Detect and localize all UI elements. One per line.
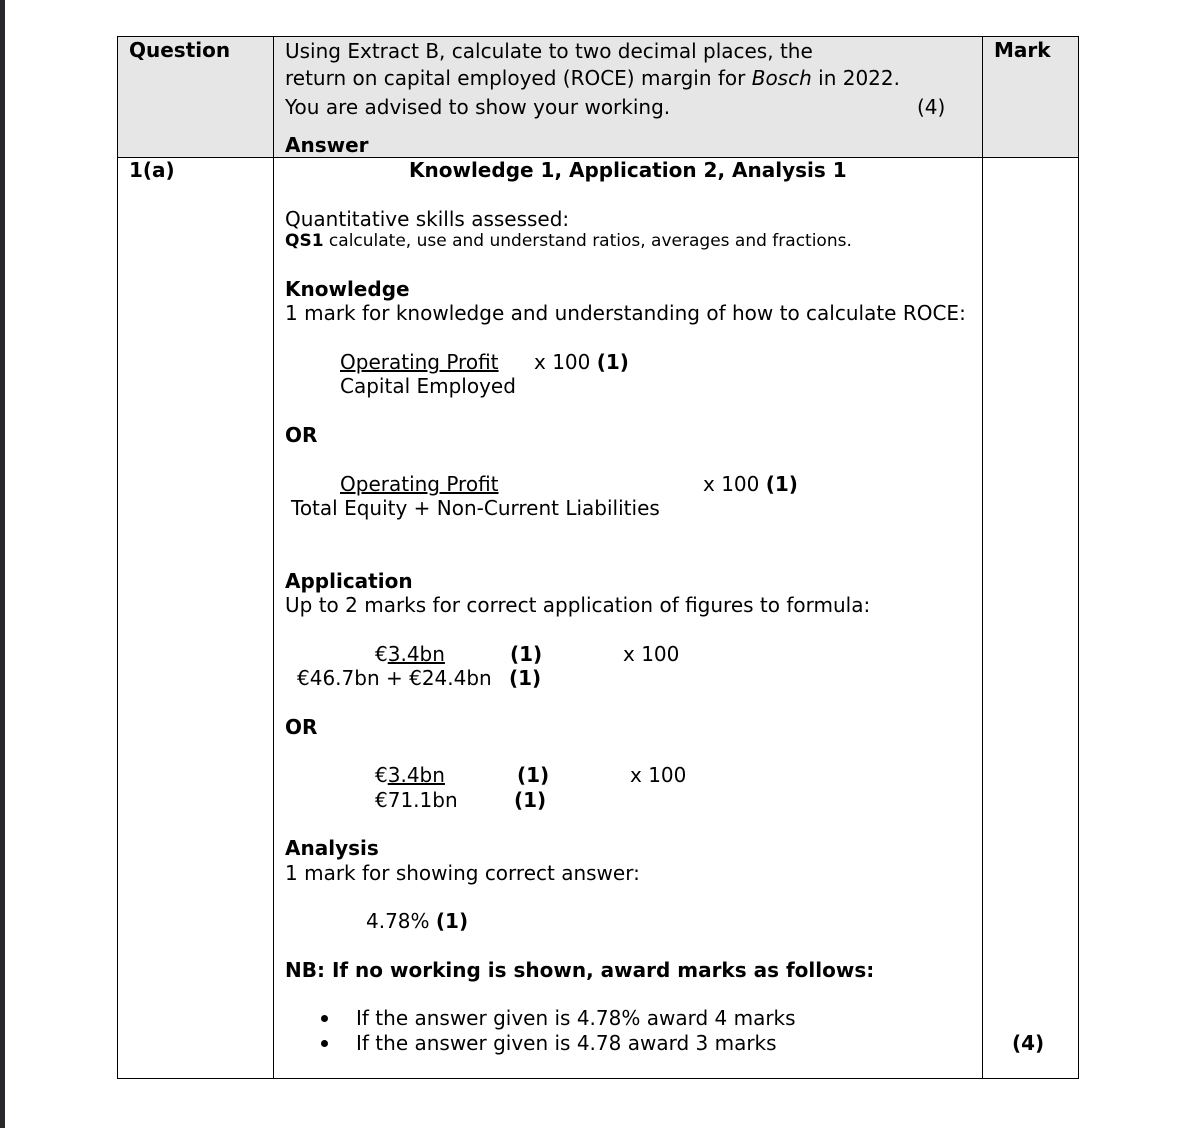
analysis-text: 1 mark for showing correct answer: [285, 861, 640, 885]
currency: € [375, 763, 388, 787]
bullet-item: If the answer given is 4.78% award 4 marks [356, 1006, 796, 1030]
text: x 100 [703, 472, 766, 496]
application2-numerator [375, 763, 445, 787]
question-number: 1(a) [129, 158, 175, 182]
formula1-numerator: Operating Profit [340, 350, 499, 374]
text: x 100 [534, 350, 597, 374]
qs-code: QS1 [285, 231, 324, 251]
answer-value [366, 909, 468, 933]
formula2-numerator: Operating Profit [340, 472, 499, 496]
formula1-denominator: Capital Employed [340, 374, 516, 398]
mark-scheme-table [117, 36, 1079, 1079]
mark: (1) [435, 909, 469, 933]
knowledge-title: Knowledge [285, 277, 410, 301]
analysis-title: Analysis [285, 836, 379, 860]
company-name: Bosch [751, 66, 812, 90]
text: in 2022. [811, 66, 900, 90]
mark: (1) [510, 642, 543, 666]
mark: (1) [596, 350, 629, 374]
bullet-icon [321, 1015, 328, 1022]
multiplier: x 100 [623, 642, 680, 666]
mark: (1) [765, 472, 798, 496]
mark: (1) [517, 763, 550, 787]
column-divider [982, 37, 983, 1078]
text: 4.78% [366, 909, 436, 933]
bullet-icon [321, 1040, 328, 1047]
qs-text: calculate, use and understand ratios, averages and fractions. [323, 231, 852, 251]
window-edge [0, 0, 5, 1128]
skills-heading: Knowledge 1, Application 2, Analysis 1 [409, 158, 847, 182]
answer-header: Answer [285, 133, 369, 157]
text: return on capital employed (ROCE) margin for [285, 66, 752, 90]
bullet-item: If the answer given is 4.78 award 3 marks [356, 1031, 777, 1055]
or-label: OR [285, 715, 318, 739]
formula1-multiplier [534, 350, 629, 374]
prompt-line-2 [285, 66, 900, 90]
prompt-marks: (4) [917, 95, 946, 119]
mark-header: Mark [994, 38, 1051, 62]
total-mark: (4) [1012, 1031, 1045, 1055]
mark: (1) [509, 666, 542, 690]
application-text: Up to 2 marks for correct application of figures to formula: [285, 593, 871, 617]
application1-denominator: €46.7bn + €24.4bn [297, 666, 492, 690]
application-title: Application [285, 569, 413, 593]
qs-intro: Quantitative skills assessed: [285, 207, 570, 231]
value: 3.4bn [387, 642, 445, 666]
application1-numerator [375, 642, 445, 666]
formula2-multiplier [703, 472, 798, 496]
prompt-line-3: You are advised to show your working. [285, 95, 671, 119]
nb-note: NB: If no working is shown, award marks as follows: [285, 958, 875, 982]
knowledge-text: 1 mark for knowledge and understanding of how to calculate ROCE: [285, 301, 966, 325]
value: 3.4bn [387, 763, 445, 787]
formula2-denominator: Total Equity + Non-Current Liabilities [291, 496, 660, 520]
column-divider [273, 37, 274, 1078]
multiplier: x 100 [630, 763, 687, 787]
qs-line [285, 229, 852, 253]
question-header: Question [129, 38, 231, 62]
or-label: OR [285, 423, 318, 447]
mark: (1) [514, 788, 547, 812]
application2-denominator: €71.1bn [375, 788, 458, 812]
prompt-line-1: Using Extract B, calculate to two decimal places, the [285, 39, 813, 63]
currency: € [375, 642, 388, 666]
